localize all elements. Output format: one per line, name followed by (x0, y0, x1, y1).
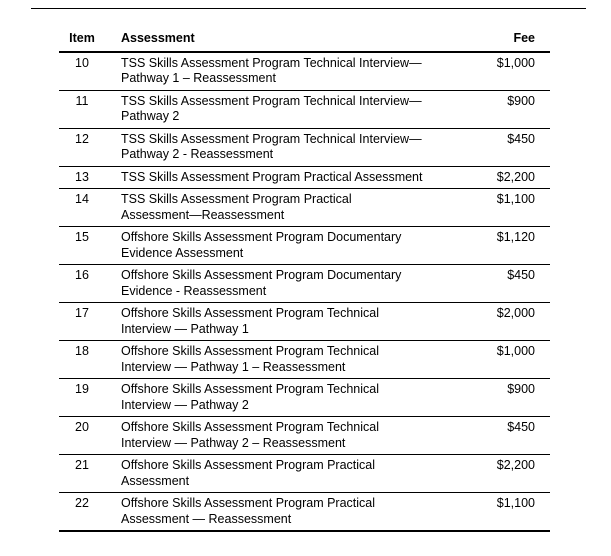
row-item: 18 (59, 341, 109, 379)
fee-table (59, 27, 550, 532)
table-row (59, 493, 550, 532)
table-row (59, 128, 550, 166)
table-row (59, 52, 550, 91)
assessment-line-2: Interview — Pathway 1 – Reassessment (121, 359, 346, 374)
row-assessment (109, 128, 460, 166)
assessment-line-1: TSS Skills Assessment Program Practical Assessment (121, 169, 423, 184)
header-assessment: Assessment (109, 27, 460, 52)
row-assessment (109, 227, 460, 265)
row-fee: $450 (460, 128, 550, 166)
row-item: 14 (59, 189, 109, 227)
row-assessment (109, 455, 460, 493)
table-row (59, 265, 550, 303)
assessment-line-2: Pathway 2 (121, 109, 180, 123)
row-fee: $2,000 (460, 303, 550, 341)
assessment-line-1: Offshore Skills Assessment Program Practical (121, 496, 376, 510)
row-assessment (109, 341, 460, 379)
assessment-line-1: Offshore Skills Assessment Program Technical (121, 382, 379, 396)
table-row (59, 303, 550, 341)
row-item: 16 (59, 265, 109, 303)
assessment-line-1: Offshore Skills Assessment Program Documentary (121, 230, 402, 244)
assessment-line-2: Evidence - Reassessment (121, 283, 267, 298)
assessment-line-2: Assessment—Reassessment (121, 207, 285, 222)
table-row (59, 455, 550, 493)
assessment-line-1: TSS Skills Assessment Program Technical Interview— (121, 131, 422, 146)
row-assessment (109, 379, 460, 417)
table-row (59, 189, 550, 227)
assessment-line-2: Pathway 2 - Reassessment (121, 147, 274, 161)
row-assessment (109, 417, 460, 455)
assessment-line-2: Assessment — Reassessment (121, 511, 292, 526)
row-fee: $450 (460, 265, 550, 303)
header-row (59, 27, 550, 52)
row-assessment (109, 493, 460, 532)
assessment-line-1: TSS Skills Assessment Program Practical (121, 192, 352, 206)
row-item: 12 (59, 128, 109, 166)
table-row (59, 417, 550, 455)
assessment-line-2: Interview — Pathway 2 – Reassessment (121, 435, 346, 450)
row-item: 20 (59, 417, 109, 455)
assessment-line-1: Offshore Skills Assessment Program Technical (121, 344, 379, 358)
row-item: 11 (59, 90, 109, 128)
table-row (59, 227, 550, 265)
top-rule (31, 8, 586, 9)
row-assessment (109, 303, 460, 341)
row-fee: $1,100 (460, 493, 550, 532)
assessment-line-1: Offshore Skills Assessment Program Practical (121, 458, 376, 472)
row-fee: $900 (460, 379, 550, 417)
header-fee: Fee (460, 27, 550, 52)
row-item: 19 (59, 379, 109, 417)
row-assessment (109, 265, 460, 303)
row-assessment (109, 166, 460, 189)
row-item: 10 (59, 52, 109, 91)
assessment-line-1: TSS Skills Assessment Program Technical Interview— (121, 55, 422, 70)
assessment-line-1: Offshore Skills Assessment Program Technical (121, 306, 379, 320)
row-fee: $1,000 (460, 341, 550, 379)
row-fee: $1,000 (460, 52, 550, 91)
table-row (59, 90, 550, 128)
row-item: 17 (59, 303, 109, 341)
assessment-line-1: Offshore Skills Assessment Program Documentary (121, 268, 402, 282)
row-assessment (109, 90, 460, 128)
assessment-line-2: Interview — Pathway 2 (121, 397, 249, 412)
assessment-line-1: Offshore Skills Assessment Program Technical (121, 420, 379, 434)
row-item: 13 (59, 166, 109, 189)
row-item: 22 (59, 493, 109, 532)
row-fee: $2,200 (460, 455, 550, 493)
assessment-line-2: Assessment (121, 473, 190, 488)
row-fee: $1,120 (460, 227, 550, 265)
assessment-line-1: TSS Skills Assessment Program Technical Interview— (121, 93, 422, 108)
header-item: Item (59, 27, 109, 52)
row-fee: $900 (460, 90, 550, 128)
row-item: 15 (59, 227, 109, 265)
table-row (59, 166, 550, 189)
row-fee: $1,100 (460, 189, 550, 227)
assessment-line-2: Evidence Assessment (121, 245, 244, 260)
row-fee: $450 (460, 417, 550, 455)
assessment-line-2: Interview — Pathway 1 (121, 321, 249, 336)
row-item: 21 (59, 455, 109, 493)
row-assessment (109, 52, 460, 91)
row-assessment (109, 189, 460, 227)
table-row (59, 379, 550, 417)
table-row (59, 341, 550, 379)
assessment-line-2: Pathway 1 – Reassessment (121, 71, 276, 85)
row-fee: $2,200 (460, 166, 550, 189)
